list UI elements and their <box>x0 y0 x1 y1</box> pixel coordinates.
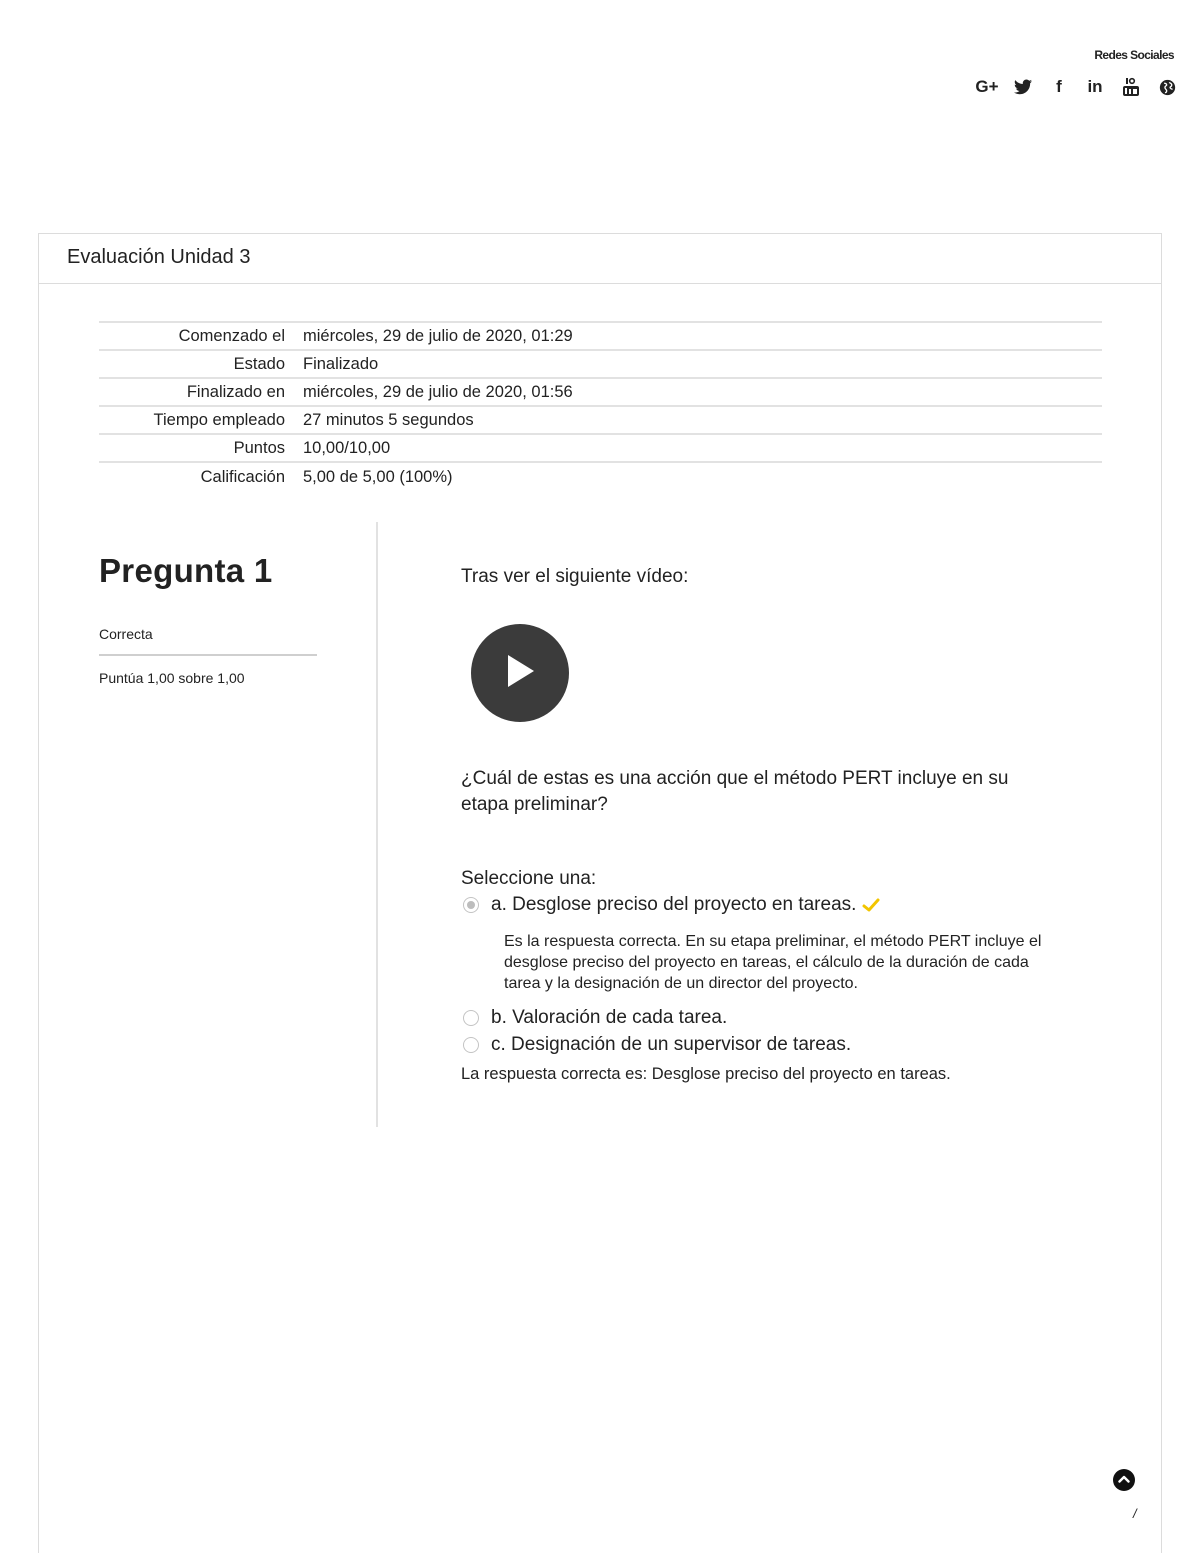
answer-option-c[interactable] <box>461 1033 1061 1057</box>
summary-value: Finalizado <box>303 354 379 373</box>
chevron-up-icon <box>1118 1471 1130 1489</box>
summary-label: Calificación <box>200 467 285 486</box>
google-plus-icon[interactable]: G+ <box>975 77 999 96</box>
radio-button-a[interactable] <box>463 897 479 913</box>
summary-label: Estado <box>233 354 285 373</box>
summary-row <box>99 323 1102 351</box>
summary-row <box>99 379 1102 407</box>
attempt-summary-table <box>99 321 1102 491</box>
summary-label: Comenzado el <box>178 326 285 345</box>
summary-value: 5,00 de 5,00 (100%) <box>303 467 453 486</box>
summary-value: miércoles, 29 de julio de 2020, 01:29 <box>303 326 573 345</box>
quiz-review-card <box>38 233 1162 1553</box>
summary-row <box>99 351 1102 379</box>
column-divider <box>376 522 378 1127</box>
radio-button-b[interactable] <box>463 1010 479 1026</box>
youtube-icon[interactable] <box>1120 76 1142 98</box>
summary-row <box>99 435 1102 463</box>
back-to-top-button[interactable] <box>1113 1469 1135 1491</box>
option-label: c. Designación de un supervisor de tareas. <box>491 1034 852 1055</box>
facebook-icon[interactable]: f <box>1056 77 1062 96</box>
checkmark-icon <box>862 897 880 913</box>
question-intro: Tras ver el siguiente vídeo: <box>461 566 689 587</box>
answer-option-a[interactable] <box>461 893 1061 917</box>
summary-label: Finalizado en <box>186 382 285 401</box>
summary-row <box>99 407 1102 435</box>
summary-row <box>99 463 1102 491</box>
summary-label: Puntos <box>233 438 285 457</box>
radio-button-c[interactable] <box>463 1037 479 1053</box>
answer-prompt: Seleccione una: <box>461 868 597 889</box>
question-content <box>461 566 1061 1084</box>
video-play-button[interactable] <box>471 624 569 722</box>
summary-value: 27 minutos 5 segundos <box>303 410 474 429</box>
correct-answer-text: La respuesta correcta es: Desglose preciso del proyecto en tareas. <box>461 1065 951 1083</box>
summary-label: Tiempo empleado <box>153 410 285 429</box>
option-label: b. Valoración de cada tarea. <box>491 1007 728 1028</box>
question-number: Pregunta 1 <box>99 552 273 589</box>
play-icon <box>502 652 538 695</box>
social-icons-bar <box>976 76 1178 98</box>
globe-icon[interactable] <box>1156 76 1178 98</box>
summary-value: 10,00/10,00 <box>303 438 391 457</box>
summary-value: miércoles, 29 de julio de 2020, 01:56 <box>303 382 573 401</box>
linkedin-icon[interactable]: in <box>1087 77 1103 96</box>
answer-option-b[interactable] <box>461 1006 1061 1030</box>
option-label: a. Desglose preciso del proyecto en tareas. <box>491 894 857 915</box>
social-section-title: Redes Sociales <box>1094 48 1174 62</box>
question-grade: Puntúa 1,00 sobre 1,00 <box>99 670 245 686</box>
question-info <box>99 552 317 686</box>
answer-block <box>461 868 1061 1084</box>
question-state: Correcta <box>99 626 317 656</box>
question-text: ¿Cuál de estas es una acción que el método PERT incluye en su etapa preliminar? <box>461 768 1009 815</box>
page-number: / <box>1133 1506 1137 1521</box>
card-title: Evaluación Unidad 3 <box>39 234 1161 284</box>
twitter-icon[interactable] <box>1012 76 1034 98</box>
answer-feedback: Es la respuesta correcta. En su etapa preliminar, el método PERT incluye el desglose preciso del proyecto en tareas, el cálculo de la duración de cada tarea y la designación de un director del proyecto. <box>504 933 1042 992</box>
